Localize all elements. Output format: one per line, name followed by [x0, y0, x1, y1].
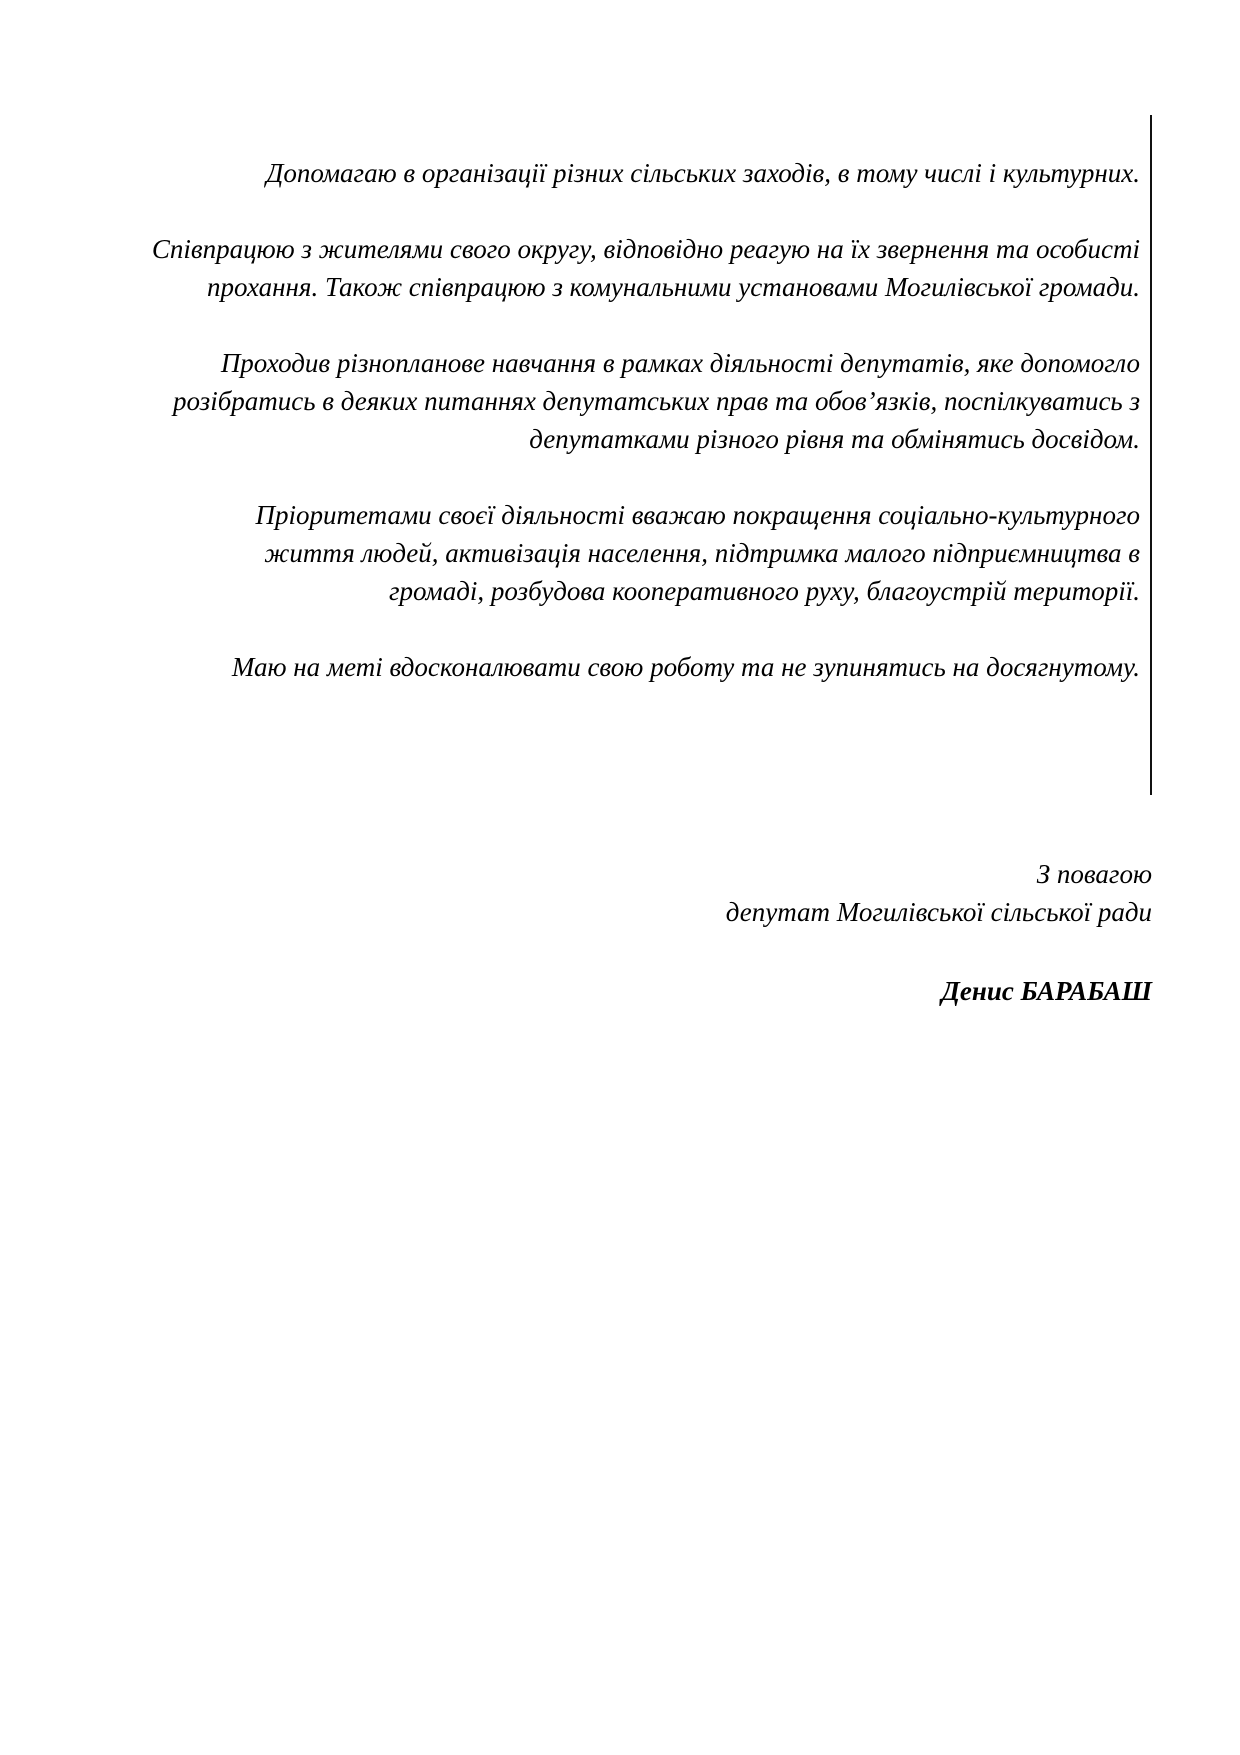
closing-greeting: З повагою [1036, 859, 1152, 889]
paragraph-training: Проходив різнопланове навчання в рамках діяльності депутатів, яке допомогло розібратись в деяких питаннях депутатських прав та обов’язків, поспілкуватись з депутатками різного рівня та обмінятись досвідом. [173, 348, 1140, 454]
paragraph-events: Допомагаю в організації різних сільських заходів, в тому числі і культурних. [266, 158, 1140, 188]
margin-vertical-line [1150, 115, 1152, 795]
paragraph-cooperation: Співпрацюю з жителями свого округу, відповідно реагую на їх звернення та особисті прохання. Також співпрацюю з комунальними установами Могилівської громади. [151, 234, 1140, 302]
signature-name: Денис БАРАБАШ [941, 976, 1152, 1006]
closing-position: депутат Могилівської сільської ради [725, 897, 1152, 927]
paragraph-goal: Маю на меті вдосконалювати свою роботу та не зупинятись на досягнутому. [231, 652, 1140, 682]
paragraph-priorities: Пріоритетами своєї діяльності вважаю покращення соціально-культурного життя людей, активізація населення, підтримка малого підприємництва в громаді, розбудова кооперативного руху, благоустрій території. [255, 500, 1140, 606]
letter-body [110, 154, 1140, 724]
closing-block [640, 855, 1152, 931]
